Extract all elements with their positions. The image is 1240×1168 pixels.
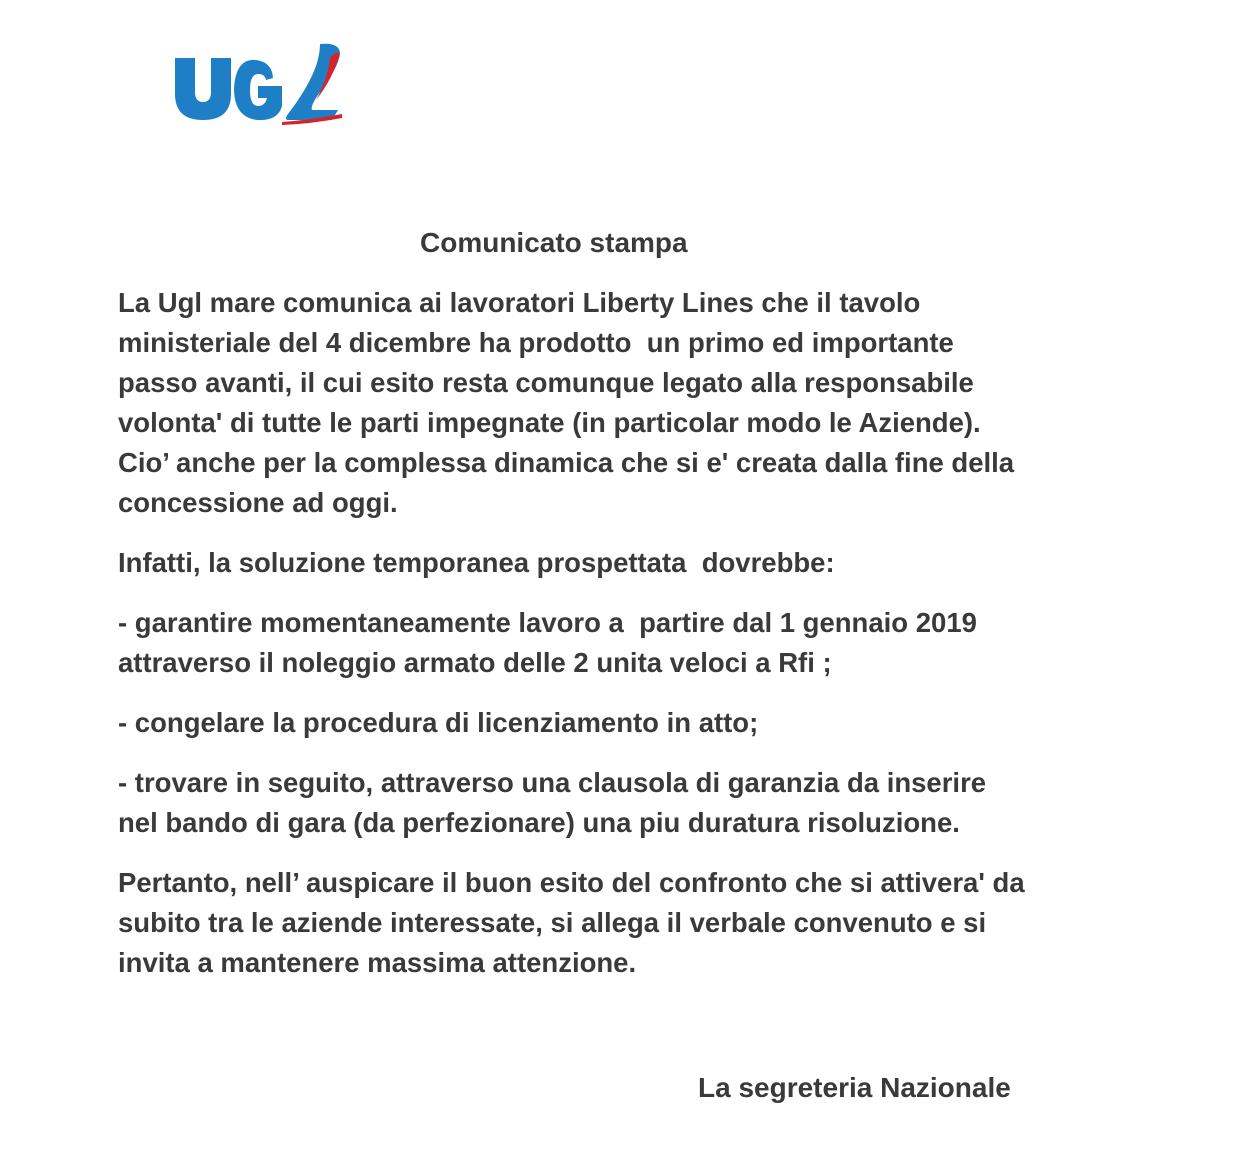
paragraph-conclusion [118,863,1158,983]
ugl-logo [170,40,345,125]
paragraph-point-2 [118,703,1158,743]
paragraph-point-3 [118,763,1158,843]
text-line: La Ugl mare comunica ai lavoratori Liberty Lines che il tavolo [118,287,921,318]
press-release-body [118,283,1158,1003]
signature: La segreteria Nazionale [698,1072,1011,1103]
text-line: Cio’ anche per la complessa dinamica che si e' creata dalla fine della [118,447,1015,478]
text-line: - congelare la procedura di licenziamento in atto; [118,707,759,738]
text-line: - trovare in seguito, attraverso una clausola di garanzia da inserire [118,767,987,798]
text-line: volonta' di tutte le parti impegnate (in particolar modo le Aziende). [118,407,981,438]
paragraph-solution [118,543,1158,583]
ugl-logo-icon [170,40,345,125]
text-line: attraverso il noleggio armato delle 2 unita veloci a Rfi ; [118,647,832,678]
text-line: passo avanti, il cui esito resta comunque legato alla responsabile [118,367,974,398]
text-line: Infatti, la soluzione temporanea prospettata dovrebbe: [118,547,835,578]
text-line: - garantire momentaneamente lavoro a partire dal 1 gennaio 2019 [118,607,977,638]
text-line: concessione ad oggi. [118,487,398,518]
text-line: invita a mantenere massima attenzione. [118,947,637,978]
text-line: ministeriale del 4 dicembre ha prodotto un primo ed importante [118,327,954,358]
ugl-logo-text [170,125,171,126]
paragraph-point-1 [118,603,1158,683]
page-title: Comunicato stampa [420,227,688,258]
text-line: Pertanto, nell’ auspicare il buon esito del confronto che si attivera' da [118,867,1025,898]
paragraph-intro [118,283,1158,523]
text-line: subito tra le aziende interessate, si allega il verbale convenuto e si [118,907,987,938]
text-line: nel bando di gara (da perfezionare) una piu duratura risoluzione. [118,807,960,838]
